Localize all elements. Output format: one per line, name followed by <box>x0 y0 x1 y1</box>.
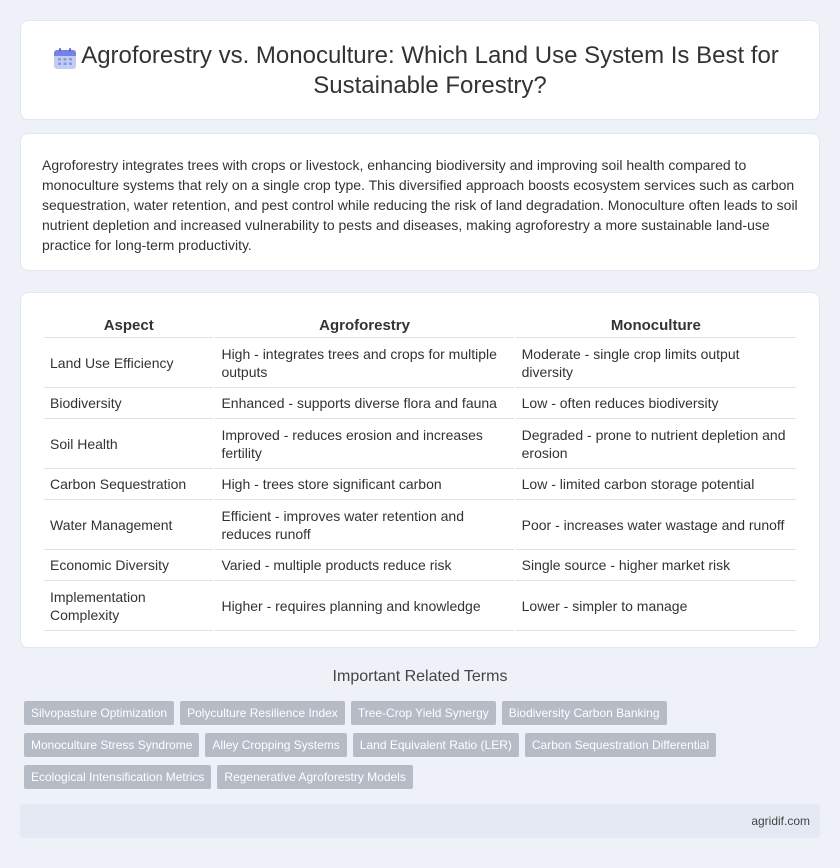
monoculture-cell: Low - limited carbon storage potential <box>516 469 796 500</box>
intro-paragraph: Agroforestry integrates trees with crops or livestock, enhancing biodiversity and improving soil health compared to monoculture systems that rely on a single crop type. This diversified approach boosts ecosystem services such as carbon sequestration, water retention, and pest control while reducing the risk of land degradation. Monoculture often leads to soil nutrient depletion and increased vulnerability to pests and diseases, making agroforestry a more sustainable land-use practice for long-term productivity. <box>42 157 798 253</box>
related-term-tag[interactable]: Ecological Intensification Metrics <box>24 765 211 789</box>
comparison-card <box>20 292 820 648</box>
table-row <box>44 469 796 500</box>
related-terms-title: Important Related Terms <box>332 668 508 685</box>
related-term-tag[interactable]: Land Equivalent Ratio (LER) <box>353 733 519 757</box>
agroforestry-cell: High - integrates trees and crops for multiple outputs <box>215 338 513 388</box>
table-row <box>44 500 796 550</box>
agroforestry-cell: Improved - reduces erosion and increases fertility <box>215 419 513 469</box>
aspect-cell: Soil Health <box>44 419 213 469</box>
header-aspect: Aspect <box>44 312 213 338</box>
intro-card <box>20 133 820 271</box>
monoculture-cell: Lower - simpler to manage <box>516 581 796 631</box>
related-term-tag[interactable]: Polyculture Resilience Index <box>180 701 345 725</box>
related-terms-list <box>24 701 744 797</box>
related-term-tag[interactable]: Tree-Crop Yield Synergy <box>351 701 496 725</box>
related-term-tag[interactable]: Monoculture Stress Syndrome <box>24 733 199 757</box>
monoculture-cell: Degraded - prone to nutrient depletion and erosion <box>516 419 796 469</box>
aspect-cell: Implementation Complexity <box>44 581 213 631</box>
table-row <box>44 550 796 581</box>
aspect-cell: Land Use Efficiency <box>44 338 213 388</box>
related-term-tag[interactable]: Carbon Sequestration Differential <box>525 733 716 757</box>
related-term-tag[interactable]: Biodiversity Carbon Banking <box>502 701 667 725</box>
aspect-cell: Biodiversity <box>44 388 213 419</box>
related-term-tag[interactable]: Regenerative Agroforestry Models <box>217 765 412 789</box>
header-agroforestry: Agroforestry <box>215 312 513 338</box>
comparison-table <box>42 312 798 631</box>
agroforestry-cell: Varied - multiple products reduce risk <box>215 550 513 581</box>
table-row <box>44 338 796 388</box>
table-row <box>44 581 796 631</box>
table-row <box>44 388 796 419</box>
agroforestry-cell: Enhanced - supports diverse flora and fauna <box>215 388 513 419</box>
monoculture-cell: Moderate - single crop limits output diversity <box>516 338 796 388</box>
monoculture-cell: Single source - higher market risk <box>516 550 796 581</box>
agroforestry-cell: High - trees store significant carbon <box>215 469 513 500</box>
agroforestry-cell: Efficient - improves water retention and reduces runoff <box>215 500 513 550</box>
table-row <box>44 419 796 469</box>
footer-domain[interactable]: agridif.com <box>751 814 810 828</box>
page-title: Agroforestry vs. Monoculture: Which Land Use System Is Best for Sustainable Forestry? <box>81 42 779 99</box>
related-term-tag[interactable]: Alley Cropping Systems <box>205 733 346 757</box>
table-header-row <box>44 312 796 338</box>
monoculture-cell: Low - often reduces biodiversity <box>516 388 796 419</box>
agroforestry-cell: Higher - requires planning and knowledge <box>215 581 513 631</box>
related-term-tag[interactable]: Silvopasture Optimization <box>24 701 174 725</box>
aspect-cell: Carbon Sequestration <box>44 469 213 500</box>
aspect-cell: Water Management <box>44 500 213 550</box>
aspect-cell: Economic Diversity <box>44 550 213 581</box>
monoculture-cell: Poor - increases water wastage and runoff <box>516 500 796 550</box>
header-monoculture: Monoculture <box>516 312 796 338</box>
header-card <box>20 20 820 120</box>
footer <box>20 804 820 838</box>
